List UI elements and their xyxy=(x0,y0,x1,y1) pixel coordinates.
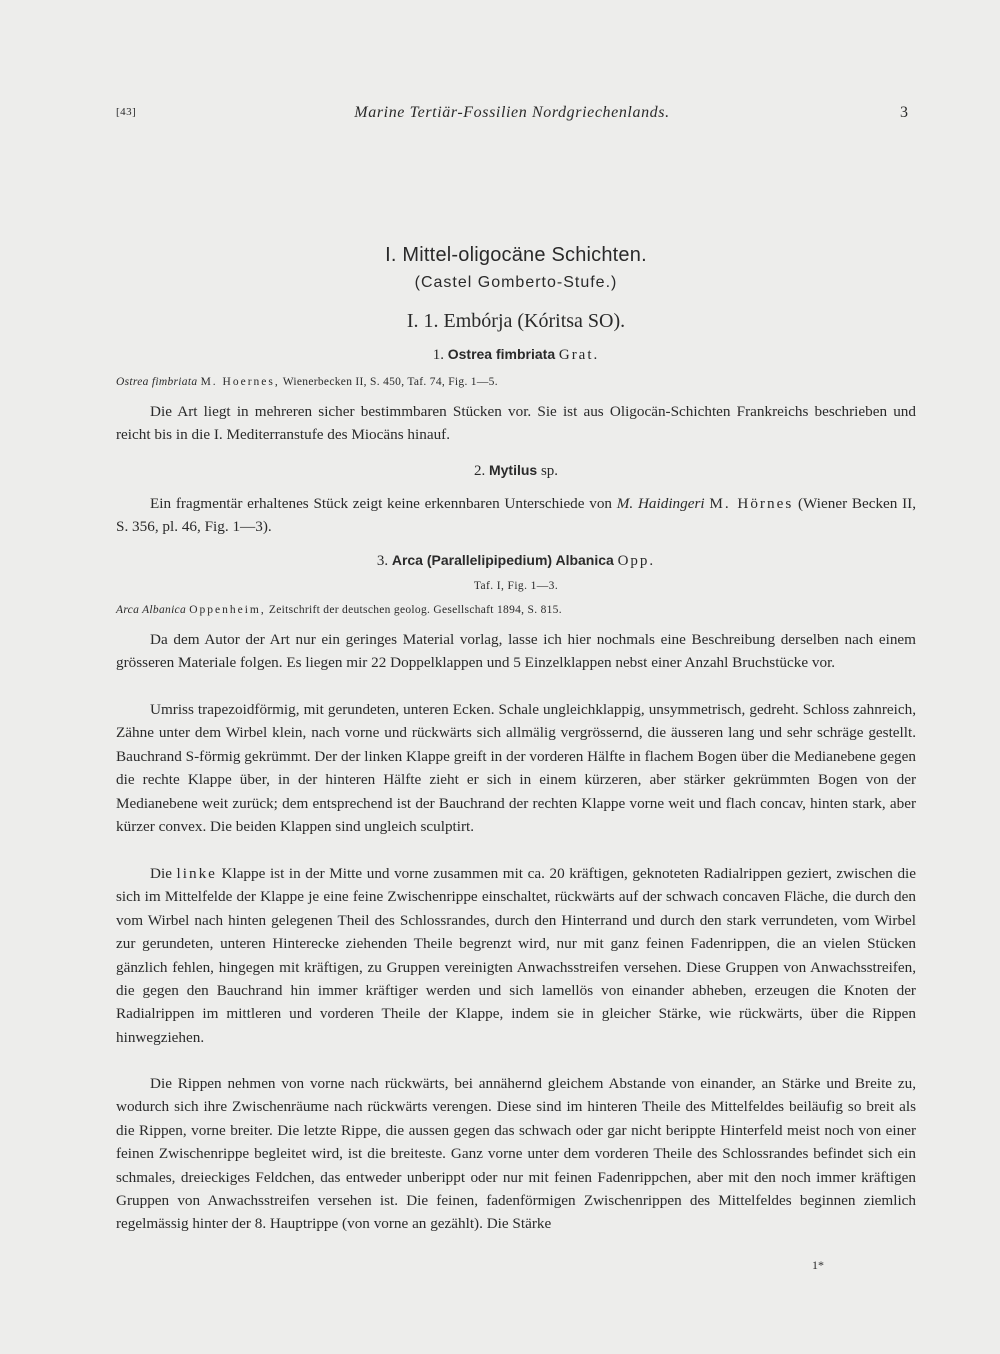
synonymy-3 xyxy=(116,604,916,616)
synonym-name: Arca Albanica xyxy=(116,604,187,616)
paragraph-text: Die Art liegt in mehreren sicher bestimmbaren Stücken vor. Sie ist aus Oligocän-Schichten Frankreichs beschrieben und reicht bis in die I. Mediterranstufe des Miocäns hinauf. xyxy=(116,403,916,444)
species-number: 1. xyxy=(432,347,444,363)
author-reference: M. Hörnes xyxy=(709,495,794,512)
species-name: Ostrea fimbriata xyxy=(447,346,556,362)
species-heading-1 xyxy=(116,346,916,364)
species-1-text xyxy=(116,400,916,447)
species-3-paragraph-2 xyxy=(116,698,916,838)
species-heading-3 xyxy=(116,552,916,570)
species-heading-2 xyxy=(116,462,916,480)
running-head xyxy=(116,104,908,126)
species-number: 2. xyxy=(473,463,486,479)
species-author: Opp. xyxy=(617,553,656,569)
species-name: Arca (Parallelipipedium) Albanica xyxy=(391,552,614,568)
plate-reference: Taf. I, Fig. 1—3. xyxy=(473,580,559,592)
species-number: 3. xyxy=(376,553,389,569)
running-title: Marine Tertiär-Fossilien Nordgriechenlands. xyxy=(354,104,670,121)
species-author: sp. xyxy=(540,463,559,479)
emphasis-text: linke xyxy=(176,865,217,882)
section-subtitle: (Castel Gomberto-Stufe.) xyxy=(414,274,618,291)
locality-heading: I. 1. Embórja (Kóritsa SO). xyxy=(406,310,626,332)
paragraph-text: Da dem Autor der Art nur ein geringes Material vorlag, lasse ich hier nochmals eine Beschreibung derselben nach einem grösseren Materiale folgen. Es liegen mir 22 Doppelklappen und 5 Einzelklappen nebst einer Anzahl Bruchstücke vor. xyxy=(116,631,916,672)
paragraph-text: Ein fragmentär erhaltenes Stück zeigt keine erkennbaren Unterschiede von xyxy=(150,495,613,512)
synonym-author: M. Hoernes, xyxy=(200,376,280,388)
synonym-author: Oppenheim, xyxy=(189,604,266,616)
species-reference: M. Haidingeri xyxy=(616,495,705,512)
synonym-name: Ostrea fimbriata xyxy=(116,376,198,388)
paragraph-text: Die xyxy=(150,865,172,882)
synonym-reference: Zeitschrift der deutschen geolog. Gesellschaft 1894, S. 815. xyxy=(268,604,562,616)
section-title: I. Mittel-oligocäne Schichten. xyxy=(385,244,647,266)
paragraph-text: Umriss trapezoidförmig, mit gerundeten, unteren Ecken. Schale ungleichklappig, unsymmetrisch, gedreht. Schloss zahnreich, Zähne unter dem Wirbel klein, nach vorne und rückwärts sich allmälig vergrössernd, die äusseren lang und sehr schräge gestellt. Bauchrand S-förmig gekrümmt. Der der linken Klappe greift in der vorderen Hälfte in flachem Bogen über die Medianebene gegen die rechte Klappe über, in der hinteren Hälfte zieht er sich in einem kürzeren, aber stärker gekrümmten Bogen von der Medianebene weit zurück; dem entsprechend ist der Bauchrand der rechten Klappe vorne weit und flach concav, hinten stark, aber kürzer convex. Die beiden Klappen sind ungleich sculptirt. xyxy=(116,701,916,836)
species-3-paragraph-3 xyxy=(116,862,916,1049)
species-3-paragraph-4 xyxy=(116,1072,916,1236)
paragraph-text: Klappe ist in der Mitte und vorne zusammen mit ca. 20 kräftigen, geknoteten Radialrippen geziert, zwischen die sich im Mittelfelde der Klappe je eine feine Zwischenrippe einschaltet, rückwärts auf der schwach concaven Fläche, die durch den vom Wirbel nach hinten gelegenen Theil des Schlossrandes, durch den Hinterrand und durch den stark verrundeten, vom Wirbel zur gerundeten, unteren Hinterecke ziehenden Theile begrenzt wird, nur mit ganz feinen Fadenrippen, die an vielen Stücken gänzlich fehlen, hingegen mit kräftigen, zu Gruppen vereinigten Anwachsstreifen versehen. Diese Gruppen von Anwachsstreifen, die gegen den Bauchrand hin immer kräftiger werden und sich lamellös von einander abheben, erzeugen die Knoten der Radialrippen im mittleren und vorderen Theile der Klappe, indem sie in gleicher Stärke, wie rückwärts, über die Rippen hinwegziehen. xyxy=(116,865,917,1046)
page-reference: [43] xyxy=(116,106,137,118)
paragraph-text: Die Rippen nehmen von vorne nach rückwärts, bei annähernd gleichem Abstande von einander, an Stärke und Breite zu, wodurch sich ihre Zwischenräume nach rückwärts verengen. Diese sind im hinteren Theile des Mittelfeldes beiläufig so breit als die Rippen, vorne breiter. Die letzte Rippe, die aussen gegen das schwach oder gar nicht berippte Hinterfeld meist noch von einer feinen Zwischenrippe begleitet wird, ist die breiteste. Ganz vorne unter dem vorderen Theile des Schlossrandes befindet sich ein schmales, dreieckiges Feldchen, das entweder unberippt oder nur mit feinen Fadenrippchen, aber mit den noch immer kräftigen Gruppen von Anwachsstreifen versehen ist. Die feinen, fadenförmigen Zwischenrippen des Mittelfeldes beginnen ziemlich regelmässig hinter der 8. Hauptrippe (von vorne an gezählt). Die Stärke xyxy=(116,1075,916,1233)
page-number: 3 xyxy=(900,104,908,121)
synonymy-1 xyxy=(116,376,916,388)
species-3-paragraph-1 xyxy=(116,628,916,675)
signature-mark: 1* xyxy=(812,1258,824,1272)
species-name: Mytilus xyxy=(488,462,538,478)
synonym-reference: Wienerbecken II, S. 450, Taf. 74, Fig. 1—5. xyxy=(282,376,498,388)
species-author: Grat. xyxy=(558,347,600,363)
species-2-text xyxy=(116,492,916,539)
paragraph-text: (Wiener Becken II, S. 356, pl. 46, Fig. 1—3). xyxy=(116,495,917,536)
